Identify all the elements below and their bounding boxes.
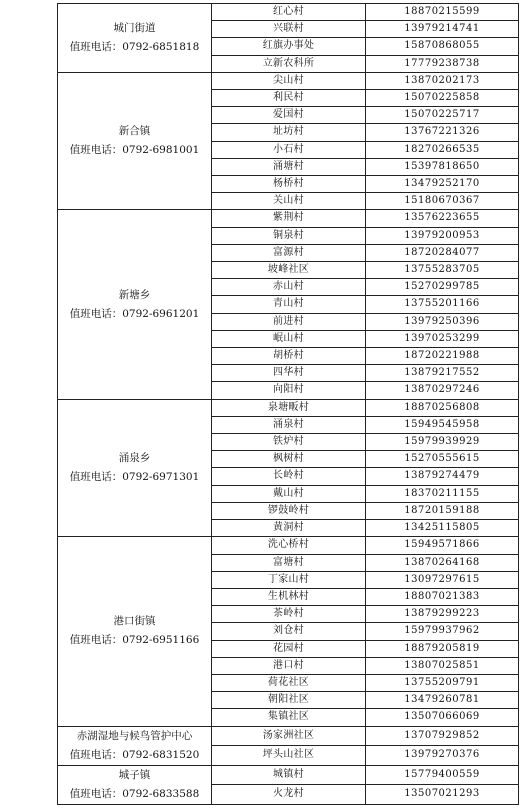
contact-number: 18370211155 [366,485,519,502]
contact-number: 15949545958 [366,416,519,433]
town-name: 新塘乡 [118,288,151,301]
village-name: 枫树村 [212,451,366,468]
town-cell [58,726,212,765]
town-name: 港口街镇 [113,615,156,628]
village-name: 涌塘村 [212,158,366,175]
town-name: 城门街道 [113,21,156,34]
contact-number: 13879299223 [366,606,519,623]
town-name: 赤湖湿地与候鸟管护中心 [76,729,193,742]
table-row [58,537,519,554]
village-name: 红旗办事处 [212,38,366,55]
contact-number: 13879274479 [366,468,519,485]
contact-number: 13097297615 [366,571,519,588]
contact-number: 17779238738 [366,55,519,72]
village-name: 铜泉村 [212,227,366,244]
town-name: 涌泉乡 [118,451,151,464]
village-name: 富塘村 [212,554,366,571]
contact-number: 15779400559 [366,765,519,785]
village-name: 汤家洲社区 [212,726,366,746]
town-cell [58,537,212,726]
contact-number: 18870215599 [366,4,519,21]
contact-number: 18720159188 [366,502,519,519]
duty-phone-table [57,3,519,805]
village-name: 生机林村 [212,588,366,605]
village-name: 刘仓村 [212,623,366,640]
contact-number: 13425115805 [366,520,519,537]
contact-number: 15070225858 [366,90,519,107]
contact-number: 15397818650 [366,158,519,175]
contact-number: 15270299785 [366,279,519,296]
village-name: 铁炉村 [212,434,366,451]
contact-number: 18720284077 [366,244,519,261]
village-name: 四华村 [212,365,366,382]
village-name: 杨桥村 [212,176,366,193]
village-name: 坪头山社区 [212,746,366,766]
contact-number: 13979270376 [366,746,519,766]
contact-number: 13479260781 [366,692,519,709]
duty-phone: 值班电话：0792-6981001 [69,144,200,157]
duty-phone: 值班电话：0792-6971301 [69,470,200,483]
village-name: 向阳村 [212,382,366,399]
contact-number: 13707929852 [366,726,519,746]
contact-number: 15870868055 [366,38,519,55]
table-row [58,72,519,89]
village-name: 涌泉村 [212,416,366,433]
village-name: 关山村 [212,193,366,210]
contact-number: 13870264168 [366,554,519,571]
contact-number: 15070225717 [366,107,519,124]
village-name: 戴山村 [212,485,366,502]
contact-number: 13979250396 [366,313,519,330]
contact-number: 13807025851 [366,657,519,674]
table-row [58,4,519,21]
contact-number: 13979214741 [366,21,519,38]
contact-number: 15270555615 [366,451,519,468]
village-name: 火龙村 [212,785,366,805]
town-name: 新合镇 [118,125,151,138]
village-name: 泉塘畈村 [212,399,366,416]
village-name: 兴联村 [212,21,366,38]
village-name: 长岭村 [212,468,366,485]
village-name: 富源村 [212,244,366,261]
village-name: 黄洞村 [212,520,366,537]
contact-number: 13970253299 [366,330,519,347]
village-name: 前进村 [212,313,366,330]
contact-number: 13870297246 [366,382,519,399]
duty-phone: 值班电话：0792-6851818 [69,40,200,53]
village-name: 立新农科所 [212,55,366,72]
village-name: 尖山村 [212,72,366,89]
contact-number: 15180670367 [366,193,519,210]
table-row [58,399,519,416]
table-row [58,726,519,746]
contact-number: 18879205819 [366,640,519,657]
village-name: 茶岭村 [212,606,366,623]
village-name: 爱国村 [212,107,366,124]
contact-number: 13870202173 [366,72,519,89]
village-name: 集镇社区 [212,709,366,726]
duty-table-body [58,4,519,805]
contact-number: 18870256808 [366,399,519,416]
village-name: 花园村 [212,640,366,657]
contact-number: 15979939929 [366,434,519,451]
duty-phone: 值班电话：0792-6951166 [69,634,200,647]
town-cell [58,399,212,537]
village-name: 坡峰社区 [212,262,366,279]
contact-number: 13755283705 [366,262,519,279]
town-cell [58,210,212,399]
duty-phone: 值班电话：0792-6833588 [69,787,200,800]
contact-number: 18807021383 [366,588,519,605]
village-name: 利民村 [212,90,366,107]
contact-number: 13979200953 [366,227,519,244]
village-name: 丁家山村 [212,571,366,588]
village-name: 洗心桥村 [212,537,366,554]
town-cell [58,4,212,73]
contact-number: 13507021293 [366,785,519,805]
contact-number: 13879217552 [366,365,519,382]
town-cell [58,765,212,804]
village-name: 红心村 [212,4,366,21]
village-name: 港口村 [212,657,366,674]
village-name: 小石村 [212,141,366,158]
village-name: 胡桥村 [212,348,366,365]
duty-phone: 值班电话：0792-6831520 [69,748,200,761]
village-name: 青山村 [212,296,366,313]
contact-number: 13755201166 [366,296,519,313]
contact-number: 15979937962 [366,623,519,640]
contact-number: 13755209791 [366,674,519,691]
contact-number: 13767221326 [366,124,519,141]
contact-number: 18270266535 [366,141,519,158]
village-name: 址坊村 [212,124,366,141]
village-name: 岷山村 [212,330,366,347]
village-name: 朝阳社区 [212,692,366,709]
contact-number: 18720221988 [366,348,519,365]
contact-number: 15949571866 [366,537,519,554]
contact-number: 13479252170 [366,176,519,193]
table-row [58,765,519,785]
village-name: 紫荆村 [212,210,366,227]
town-cell [58,72,212,210]
village-name: 赤山村 [212,279,366,296]
duty-phone: 值班电话：0792-6961201 [69,307,200,320]
table-row [58,210,519,227]
village-name: 荷花社区 [212,674,366,691]
contact-number: 13507066069 [366,709,519,726]
contact-number: 13576223655 [366,210,519,227]
town-name: 城子镇 [118,768,151,781]
village-name: 城镇村 [212,765,366,785]
village-name: 锣鼓岭村 [212,502,366,519]
